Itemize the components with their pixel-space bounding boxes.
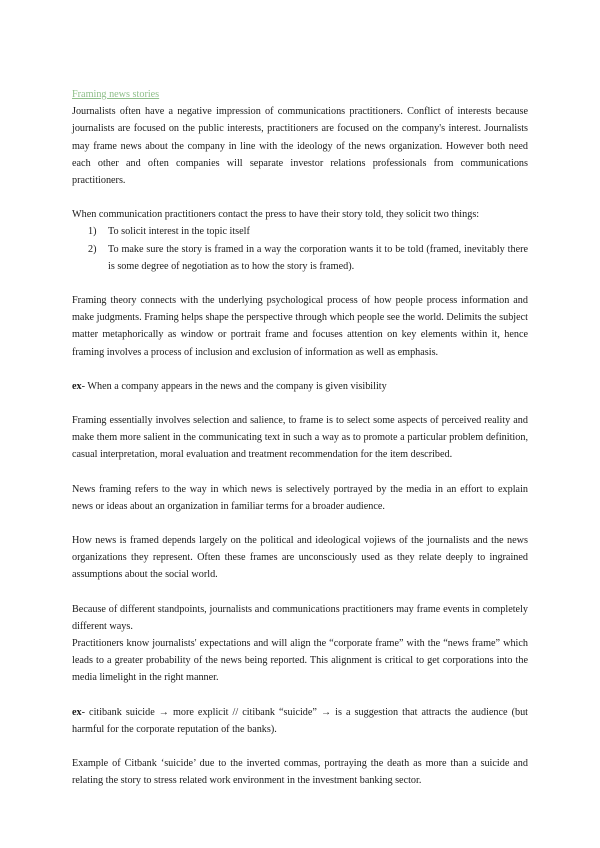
list-item-text: To make sure the story is framed in a way the corporation wants it to be told (framed, inevitably there is some degree of negotiation as to how the story is framed). [108,243,528,272]
example-text: - citibank suicide → more explicit // citibank “suicide” → is a suggestion that attracts the audience (but harmful for the corporate reputation of the banks). [72,706,528,735]
paragraph-journalists-impression: Journalists often have a negative impression of communications practitioners. Conflict of interests because journalists are focused on the public interests, practitioners are focused on the company's interest. Journalists may frame news about the company in line with the ideology of the news organization. However both need each other and often companies will separate investor relations professionals from communications practitioners. [72,106,528,187]
example-label: ex [72,706,82,718]
paragraph-citbank-suicide: Example of Citbank ‘suicide’ due to the inverted commas, portraying the death as more than a suicide and relating the story to stress related work environment in the investment banking sector. [72,758,528,787]
example-text: - When a company appears in the news and the company is given visibility [81,380,387,392]
section-heading: Framing news stories [72,89,160,100]
paragraph-corporate-frame: Practitioners know journalists' expectations and will align the “corporate frame” with the “news frame” which leads to a greater probability of the news being reported. This alignment is critical to get corporations into the media limelight in the right manner. [72,638,528,684]
list-number: 1) [88,226,97,238]
paragraph-standpoints: Because of different standpoints, journalists and communications practitioners may frame events in completely different ways. [72,603,528,632]
paragraph-solicit-two-things: When communication practitioners contact the press to have their story told, they solicit two things: [72,209,480,221]
list-item-text: To solicit interest in the topic itself [108,226,250,238]
paragraph-selection-salience: Framing essentially involves selection and salience, to frame is to select some aspects of perceived reality and make them more salient in the communicating text in such a way as to promote a particular problem definition, casual interpretation, moral evaluation and treatment recommendation for the item described. [72,415,528,461]
example-visibility [72,378,528,395]
paragraph-framing-theory: Framing theory connects with the underlying psychological process of how people process information and make judgments. Framing helps shape the perspective through which people see the world. Delimits the subject matter metaphorically as window or portrait frame and focuses attention on key elements within it, hence framing involves a process of inclusion and exclusion of information as well as emphasis. [72,295,528,358]
list-item [72,223,528,240]
document-page [72,86,528,790]
example-label: ex [72,380,82,392]
example-citibank [72,704,528,738]
solicit-list [72,223,528,275]
list-item [72,241,528,275]
list-number: 2) [88,243,97,255]
paragraph-news-framing: News framing refers to the way in which news is selectively portrayed by the media in an effort to explain news or ideas about an organization in familiar terms for a broader audience. [72,483,528,512]
paragraph-political-views: How news is framed depends largely on the political and ideological vojiews of the journalists and the news organizations they represent. Often these frames are unconsciously used as they relate deeply to ingrained assumptions about the social world. [72,535,528,581]
